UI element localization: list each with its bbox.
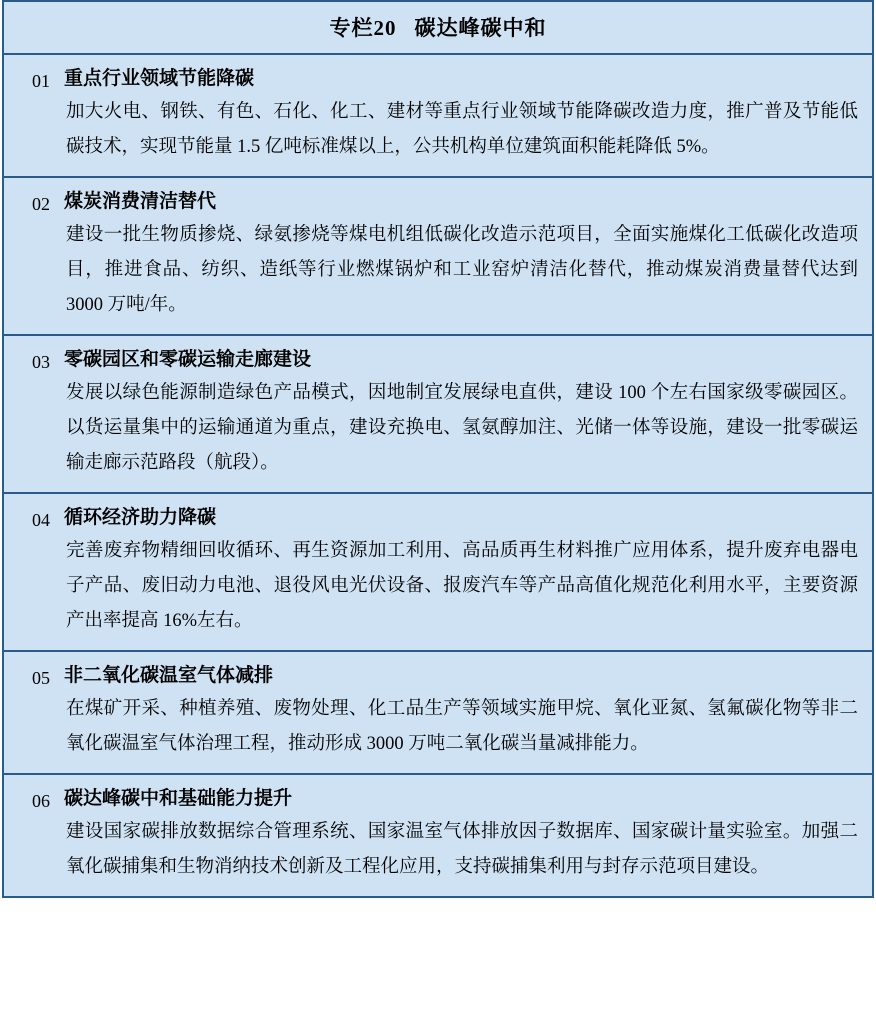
item-body — [64, 503, 858, 639]
item-number: 04 — [32, 510, 50, 530]
list-item — [4, 652, 872, 775]
item-body — [64, 784, 858, 885]
item-number: 06 — [32, 791, 50, 811]
item-title: 循环经济助力降碳 — [64, 507, 217, 528]
item-body — [64, 661, 858, 762]
item-number: 01 — [32, 71, 50, 91]
item-title: 碳达峰碳中和基础能力提升 — [64, 788, 293, 809]
feature-box — [2, 0, 874, 898]
item-text: 加大火电、钢铁、有色、石化、化工、建材等重点行业领域节能降碳改造力度，推广普及节能低碳技术，实现节能量 1.5 亿吨标准煤以上，公共机构单位建筑面积能耗降低 5%。 — [66, 102, 858, 157]
list-item — [4, 775, 872, 896]
item-title: 非二氧化碳温室气体减排 — [64, 665, 274, 686]
item-title: 重点行业领域节能降碳 — [64, 68, 255, 89]
item-body — [64, 345, 858, 481]
item-text: 建设一批生物质掺烧、绿氨掺烧等煤电机组低碳化改造示范项目，全面实施煤化工低碳化改造项目，推进食品、纺织、造纸等行业燃煤锅炉和工业窑炉清洁化替代，推动煤炭消费量替代达到 3000 万吨/年。 — [66, 225, 858, 315]
item-number: 02 — [32, 194, 50, 214]
item-title: 煤炭消费清洁替代 — [64, 191, 217, 212]
box-header-title: 碳达峰碳中和 — [414, 16, 547, 40]
item-text: 发展以绿色能源制造绿色产品模式，因地制宜发展绿电直供，建设 100 个左右国家级零碳园区。以货运量集中的运输通道为重点，建设充换电、氢氨醇加注、光储一体等设施，建设一批零碳运输走廊示范路段（航段）。 — [66, 383, 858, 473]
list-item — [4, 55, 872, 178]
item-body — [64, 187, 858, 323]
item-text: 在煤矿开采、种植养殖、废物处理、化工品生产等领域实施甲烷、氧化亚氮、氢氟碳化物等非二氧化碳温室气体治理工程，推动形成 3000 万吨二氧化碳当量减排能力。 — [66, 699, 858, 754]
item-text: 建设国家碳排放数据综合管理系统、国家温室气体排放因子数据库、国家碳计量实验室。加强二氧化碳捕集和生物消纳技术创新及工程化应用，支持碳捕集利用与封存示范项目建设。 — [66, 822, 858, 877]
item-number: 05 — [32, 668, 50, 688]
item-number: 03 — [32, 352, 50, 372]
list-item — [4, 336, 872, 494]
box-header — [4, 2, 872, 55]
list-item — [4, 494, 872, 652]
item-title: 零碳园区和零碳运输走廊建设 — [64, 349, 312, 370]
item-text: 完善废弃物精细回收循环、再生资源加工利用、高品质再生材料推广应用体系，提升废弃电器电子产品、废旧动力电池、退役风电光伏设备、报废汽车等产品高值化规范化利用水平，主要资源产出率提高 16%左右。 — [66, 541, 858, 631]
list-item — [4, 178, 872, 336]
item-body — [64, 64, 858, 165]
box-header-label: 专栏20 — [329, 16, 397, 40]
